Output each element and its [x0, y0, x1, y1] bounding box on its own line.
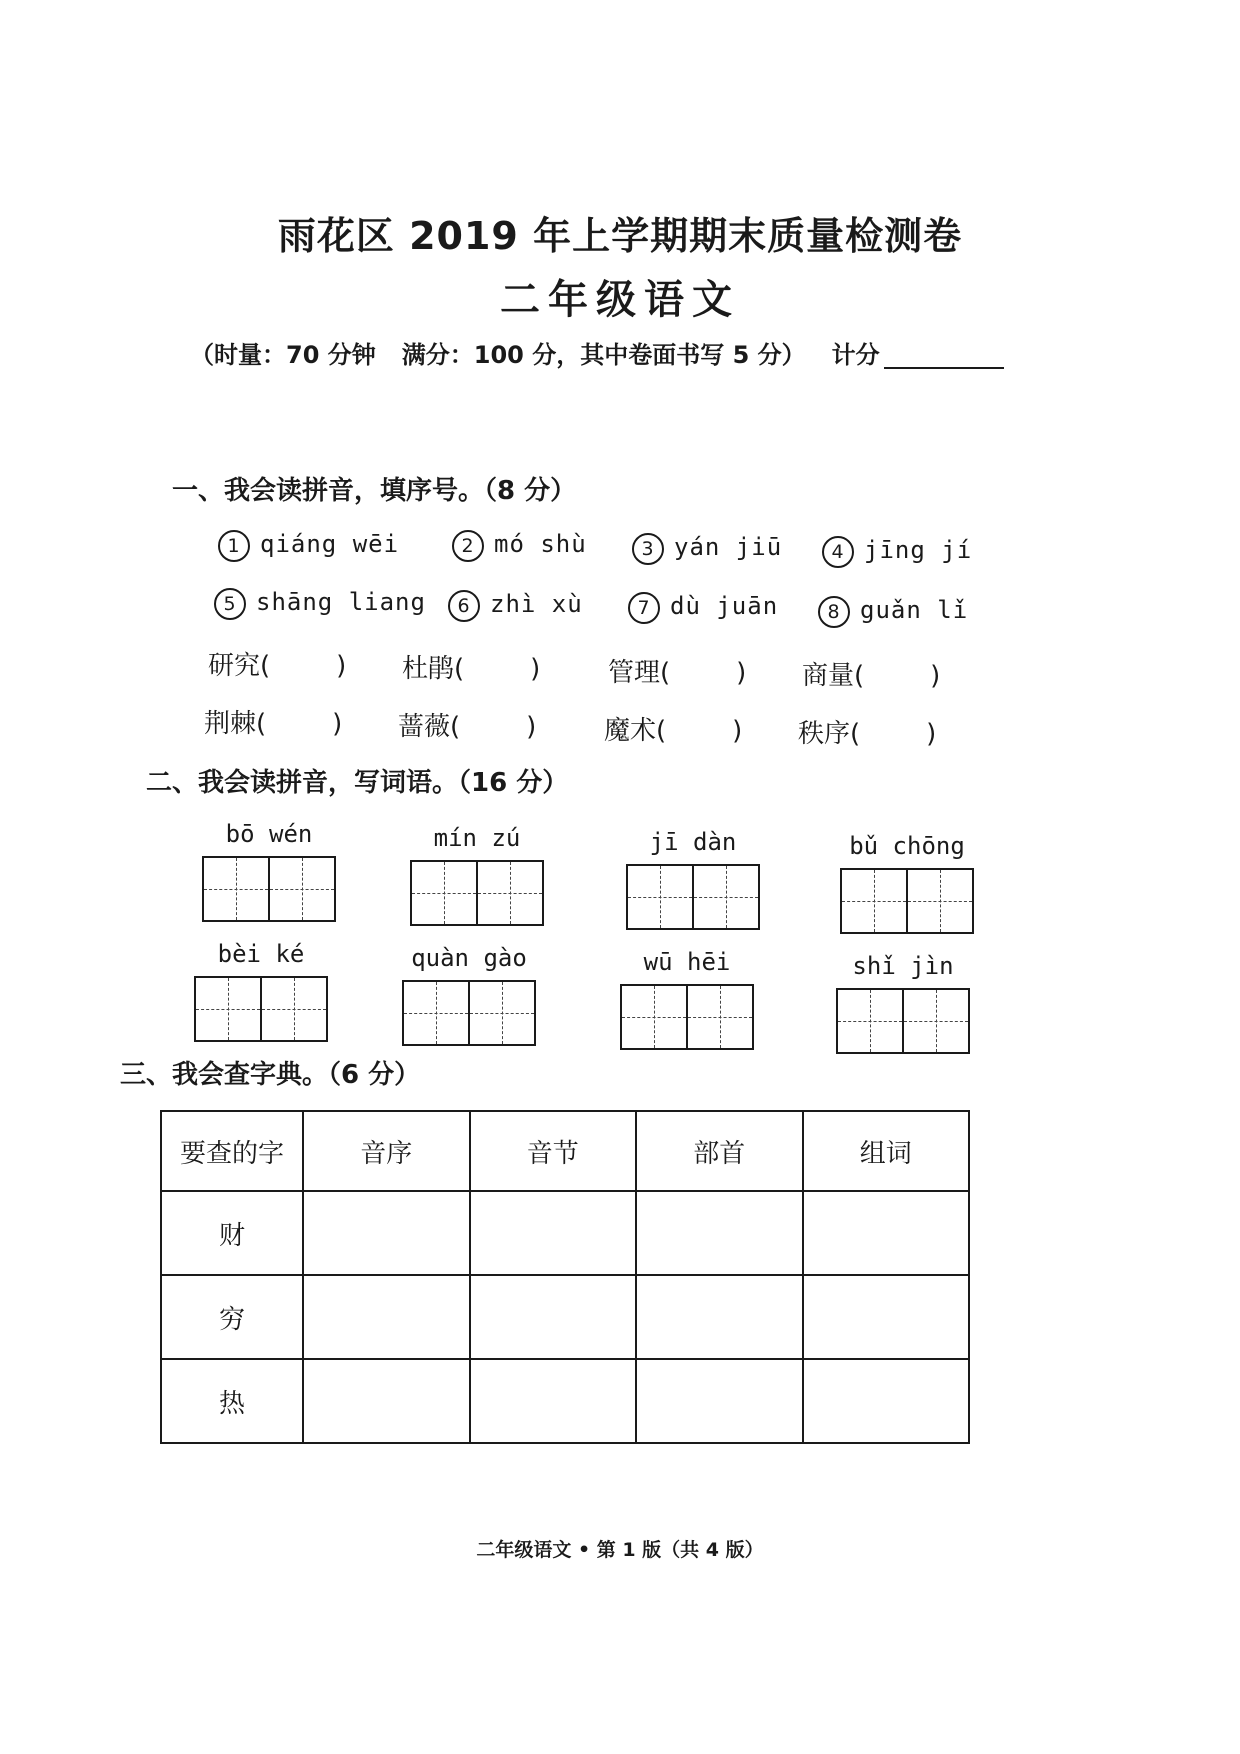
pinyin-item — [818, 596, 968, 628]
pinyin-text: mó shù — [494, 530, 587, 558]
pinyin-item — [452, 530, 587, 562]
pinyin-prompt: wū hēi — [643, 948, 731, 976]
pinyin-writing-item — [836, 952, 970, 1054]
header-cell: 音序 — [303, 1111, 470, 1191]
section1-heading: 一、我会读拼音，填序号。（8 分） — [172, 476, 577, 506]
writing-grid[interactable] — [836, 988, 970, 1054]
pinyin-text: shāng liang — [256, 588, 426, 616]
score-field[interactable] — [884, 343, 1004, 369]
word-blank[interactable]: 蔷薇( ) — [398, 712, 537, 742]
answer-cell[interactable] — [303, 1359, 470, 1443]
pinyin-prompt: quàn gào — [411, 944, 527, 972]
dictionary-table — [160, 1110, 970, 1444]
pinyin-writing-item — [194, 940, 328, 1042]
header-cell: 组词 — [803, 1111, 970, 1191]
table-row — [161, 1191, 969, 1275]
pinyin-writing-item — [402, 944, 536, 1046]
pinyin-prompt: bèi ké — [217, 940, 305, 968]
writing-grid[interactable] — [626, 864, 760, 930]
circle-number: 5 — [214, 588, 246, 620]
pinyin-prompt: jī dàn — [649, 828, 737, 856]
pinyin-prompt: bǔ chōng — [849, 832, 965, 860]
word-blank[interactable]: 杜鹃( ) — [402, 654, 541, 684]
writing-grid[interactable] — [402, 980, 536, 1046]
table-header-row — [161, 1111, 969, 1191]
pinyin-writing-item — [410, 824, 544, 926]
circle-number: 1 — [218, 530, 250, 562]
word-blank[interactable]: 魔术( ) — [604, 716, 743, 746]
exam-title: 雨花区 2019 年上学期期末质量检测卷 — [277, 214, 963, 258]
pinyin-text: jīng jí — [864, 536, 973, 564]
character-cell: 热 — [161, 1359, 303, 1443]
word-blank[interactable]: 管理( ) — [608, 658, 747, 688]
writing-grid[interactable] — [840, 868, 974, 934]
word-blank[interactable]: 研究( ) — [208, 651, 347, 681]
answer-cell[interactable] — [470, 1359, 637, 1443]
pinyin-prompt: mín zú — [433, 824, 521, 852]
score-info: 满分：100 分，其中卷面书写 5 分） — [401, 341, 806, 369]
circle-number: 3 — [632, 533, 664, 565]
circle-number: 6 — [448, 590, 480, 622]
pinyin-text: qiáng wēi — [260, 530, 400, 558]
answer-cell[interactable] — [803, 1359, 970, 1443]
page-footer: 二年级语文 • 第 1 版（共 4 版） — [476, 1539, 764, 1561]
pinyin-prompt: bō wén — [225, 820, 313, 848]
circle-number: 2 — [452, 530, 484, 562]
writing-grid[interactable] — [410, 860, 544, 926]
pinyin-writing-item — [626, 828, 760, 930]
writing-grid[interactable] — [194, 976, 328, 1042]
pinyin-text: yán jiū — [674, 533, 783, 561]
writing-grid[interactable] — [620, 984, 754, 1050]
pinyin-item — [448, 590, 583, 622]
header-cell: 音节 — [470, 1111, 637, 1191]
table-row — [161, 1359, 969, 1443]
word-blank[interactable]: 商量( ) — [802, 661, 941, 691]
pinyin-text: zhì xù — [490, 590, 583, 618]
word-blank[interactable]: 荆棘( ) — [204, 709, 343, 739]
answer-cell[interactable] — [636, 1359, 803, 1443]
time-info: （时量：70 分钟 — [190, 341, 376, 369]
answer-cell[interactable] — [803, 1275, 970, 1359]
score-label: 计分 — [831, 341, 880, 369]
pinyin-text: guǎn lǐ — [860, 596, 969, 624]
circle-number: 4 — [822, 536, 854, 568]
word-blank[interactable]: 秩序( ) — [798, 719, 937, 749]
table-row — [161, 1275, 969, 1359]
writing-grid[interactable] — [202, 856, 336, 922]
answer-cell[interactable] — [470, 1191, 637, 1275]
exam-subtitle: 二年级语文 — [500, 277, 740, 323]
pinyin-item — [628, 592, 778, 624]
header-cell: 要查的字 — [161, 1111, 303, 1191]
pinyin-writing-item — [202, 820, 336, 922]
answer-cell[interactable] — [303, 1275, 470, 1359]
pinyin-item — [218, 530, 399, 562]
pinyin-writing-item — [620, 948, 754, 1050]
pinyin-text: dù juān — [670, 592, 779, 620]
header-cell: 部首 — [636, 1111, 803, 1191]
section2-heading: 二、我会读拼音，写词语。（16 分） — [146, 768, 569, 798]
character-cell: 财 — [161, 1191, 303, 1275]
exam-info — [190, 335, 1004, 370]
circle-number: 8 — [818, 596, 850, 628]
answer-cell[interactable] — [470, 1275, 637, 1359]
answer-cell[interactable] — [636, 1275, 803, 1359]
answer-cell[interactable] — [303, 1191, 470, 1275]
answer-cell[interactable] — [803, 1191, 970, 1275]
pinyin-item — [632, 533, 782, 565]
pinyin-writing-item — [840, 832, 974, 934]
pinyin-item — [214, 588, 426, 620]
pinyin-item — [822, 536, 972, 568]
pinyin-prompt: shǐ jìn — [852, 952, 954, 980]
character-cell: 穷 — [161, 1275, 303, 1359]
circle-number: 7 — [628, 592, 660, 624]
section3-heading: 三、我会查字典。（6 分） — [120, 1060, 421, 1090]
answer-cell[interactable] — [636, 1191, 803, 1275]
